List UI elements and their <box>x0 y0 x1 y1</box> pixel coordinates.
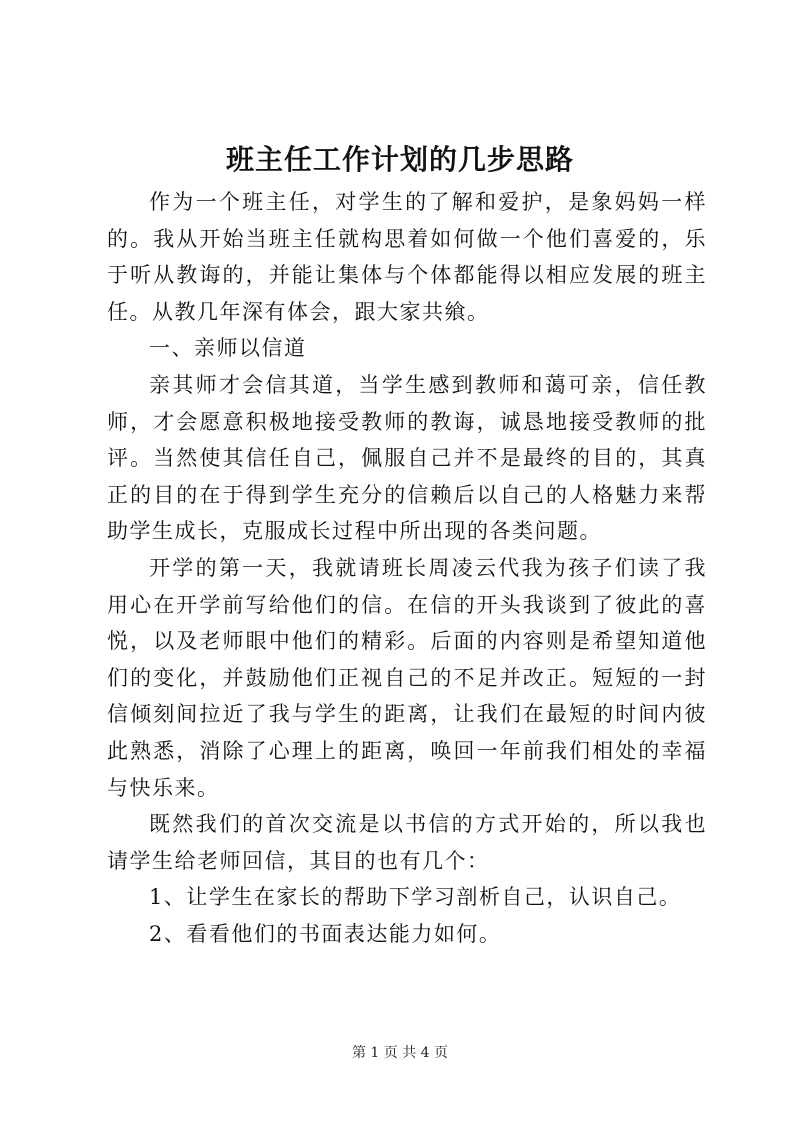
list-item-2: 2、看看他们的书面表达能力如何。 <box>149 921 502 946</box>
list-item-1: 1、让学生在家长的帮助下学习剖析自己，认识自己。 <box>149 885 682 910</box>
document-body <box>107 184 707 952</box>
page-footer: 第 1 页 共 4 页 <box>351 1045 449 1061</box>
paragraph-reply-letters: 既然我们的首次交流是以书信的方式开始的，所以我也请学生给老师回信，其目的也有几个： <box>107 812 707 873</box>
paragraph-intro: 作为一个班主任，对学生的了解和爱护，是象妈妈一样的。我从开始当班主任就构思着如何做一个他们喜爱的，乐于听从教诲的，并能让集体与个体都能得以相应发展的班主任。从教几年深有体会，跟大家共飨。 <box>107 190 707 324</box>
paragraph-trust: 亲其师才会信其道，当学生感到教师和蔼可亲，信任教师，才会愿意积极地接受教师的教诲，诚恳地接受教师的批评。当然使其信任自己，佩服自己并不是最终的目的，其真正的目的在于得到学生充分的信赖后以自己的人格魅力来帮助学生成长，克服成长过程中所出现的各类问题。 <box>107 372 707 544</box>
document-title: 班主任工作计划的几步思路 <box>225 143 574 176</box>
paragraph-first-day: 开学的第一天，我就请班长周凌云代我为孩子们读了我用心在开学前写给他们的信。在信的开头我谈到了彼此的喜悦，以及老师眼中他们的精彩。后面的内容则是希望知道他们的变化，并鼓励他们正视自己的不足并改正。短短的一封信倾刻间拉近了我与学生的距离，让我们在最短的时间内彼此熟悉，消除了心理上的距离，唤回一年前我们相处的幸福与快乐来。 <box>107 555 707 800</box>
section-heading-1: 一、亲师以信道 <box>149 336 307 361</box>
